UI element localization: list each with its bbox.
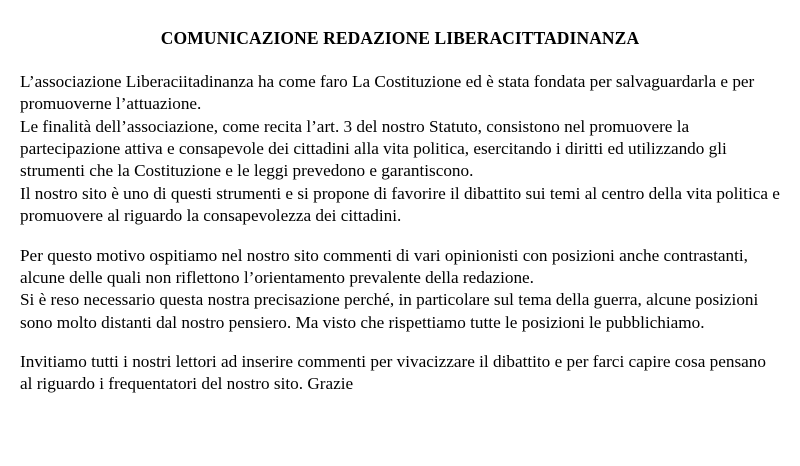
paragraph-spacer-2 <box>20 334 780 351</box>
paragraph-4: Per questo motivo ospitiamo nel nostro sito commenti di vari opinionisti con posizioni anche contrastanti, alcune delle quali non riflettono l’orientamento prevalente della redazione. <box>20 245 748 287</box>
paragraph-6: Invitiamo tutti i nostri lettori ad inserire commenti per vivacizzare il dibattito e per farci capire cosa pensano al riguardo i frequentatori del nostro sito. Grazie <box>20 351 766 394</box>
paragraph-1: L’associazione Liberaciitadinanza ha come faro La Costituzione ed è stata fondata per salvaguardarla e per promuoverne l’attuazione. <box>20 72 755 114</box>
page-title: COMUNICAZIONE REDAZIONE LIBERACITTADINANZA <box>160 28 640 48</box>
paragraph-2: Le finalità dell’associazione, come recita l’art. 3 del nostro Statuto, consistono nel promuovere la partecipazione attiva e consapevole dei cittadini alla vita politica, esercitando i diritti ed utilizzando gli strumenti che la Costituzione e le leggi prevedono e garantiscono. <box>20 116 727 181</box>
paragraph-5: Si è reso necessario questa nostra precisazione perché, in particolare sul tema della guerra, alcune posizioni sono molto distanti dal nostro pensiero. Ma visto che rispettiamo tutte le posizioni le pubblichiamo. <box>20 290 759 332</box>
document-body <box>20 71 780 396</box>
paragraph-spacer-1 <box>20 228 780 245</box>
paragraph-3: Il nostro sito è uno di questi strumenti e si propone di favorire il dibattito sui temi al centro della vita politica e promuovere al riguardo la consapevolezza dei cittadini. <box>20 183 780 226</box>
